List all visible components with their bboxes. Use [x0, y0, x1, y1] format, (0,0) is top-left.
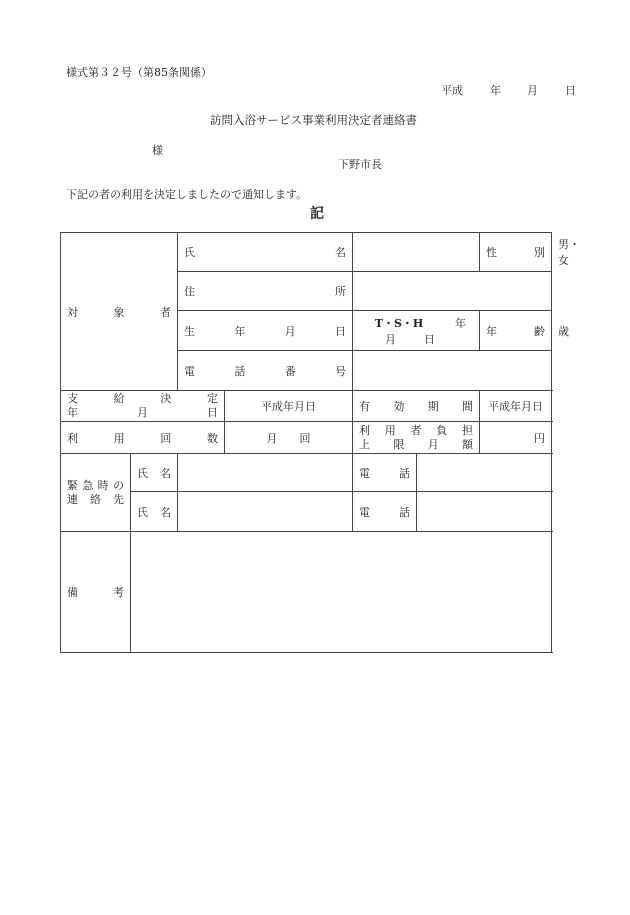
validity-value[interactable]: 平成年月日 [480, 391, 552, 422]
sex-label: 性 別 [480, 233, 552, 272]
burden-limit-value[interactable]: 円 [480, 422, 552, 454]
emergency-phone-field-1[interactable] [417, 454, 552, 492]
birthdate-day: 日 [424, 332, 436, 346]
emergency-contact-label: 緊 急 時 の 連 絡 先 [61, 454, 131, 532]
emergency-phone-label-2: 電 話 [353, 492, 417, 532]
document-title: 訪問入浴サービス事業利用決定者連絡書 [210, 113, 417, 127]
addressee-suffix: 様 [152, 144, 163, 157]
birthdate-label: 生 年 月 日 [178, 311, 353, 351]
decision-date-label: 支 給 決 定 年 月 日 [61, 391, 225, 422]
age-label: 年 齢 [480, 311, 552, 351]
issue-date [441, 82, 576, 98]
date-month: 月 [527, 84, 538, 97]
birthdate-field[interactable] [353, 311, 480, 351]
emergency-phone-field-2[interactable] [417, 492, 552, 532]
decision-table: 対 象 者 氏 名 性 別 男・女 住 所 生 年 月 日 T・S・H 年月 日 年 齢 歳 電 話 番 号 支 給 決 定 年 月 日 平成年月日 有 効 期 間 平成年月日 利 用 回 数 月 回 利 用 者 負 担 上 限 月 額 円 緊 急 時 の 連 絡 先 氏 名 電 話 氏 名 電 話 備 考 [60, 232, 552, 653]
phone-label: 電 話 番 号 [178, 351, 353, 391]
birthdate-month: 月 [385, 332, 397, 346]
emergency-name-label: 氏 名 [131, 454, 178, 492]
decision-date-value[interactable]: 平成年月日 [225, 391, 353, 422]
remarks-label: 備 考 [61, 532, 131, 653]
birthdate-year: 年 [455, 316, 467, 330]
date-year: 年 [490, 84, 501, 97]
date-era: 平成 [441, 84, 463, 97]
issuer: 下野市長 [338, 158, 382, 171]
emergency-phone-label: 電 話 [353, 454, 417, 492]
emergency-name-field-2[interactable] [178, 492, 353, 532]
emergency-name-label-2: 氏 名 [131, 492, 178, 532]
address-label: 住 所 [178, 272, 353, 311]
burden-limit-label: 利 用 者 負 担 上 限 月 額 [353, 422, 480, 454]
emergency-name-field-1[interactable] [178, 454, 353, 492]
name-label: 氏 名 [178, 233, 353, 272]
name-field[interactable] [353, 233, 480, 272]
usage-count-value[interactable]: 月 回 [225, 422, 353, 454]
validity-label: 有 効 期 間 [353, 391, 480, 422]
date-day: 日 [565, 84, 576, 97]
notice-text: 下記の者の利用を決定しましたので通知します。 [66, 188, 308, 201]
ki-heading: 記 [310, 206, 324, 222]
phone-field[interactable] [353, 351, 552, 391]
usage-count-label: 利 用 回 数 [61, 422, 225, 454]
form-number: 様式第３２号（第85条関係） [66, 66, 212, 79]
remarks-field[interactable] [131, 532, 552, 653]
subject-label: 対 象 者 [61, 233, 178, 391]
address-field[interactable] [353, 272, 552, 311]
birthdate-era: T・S・H [374, 316, 424, 330]
